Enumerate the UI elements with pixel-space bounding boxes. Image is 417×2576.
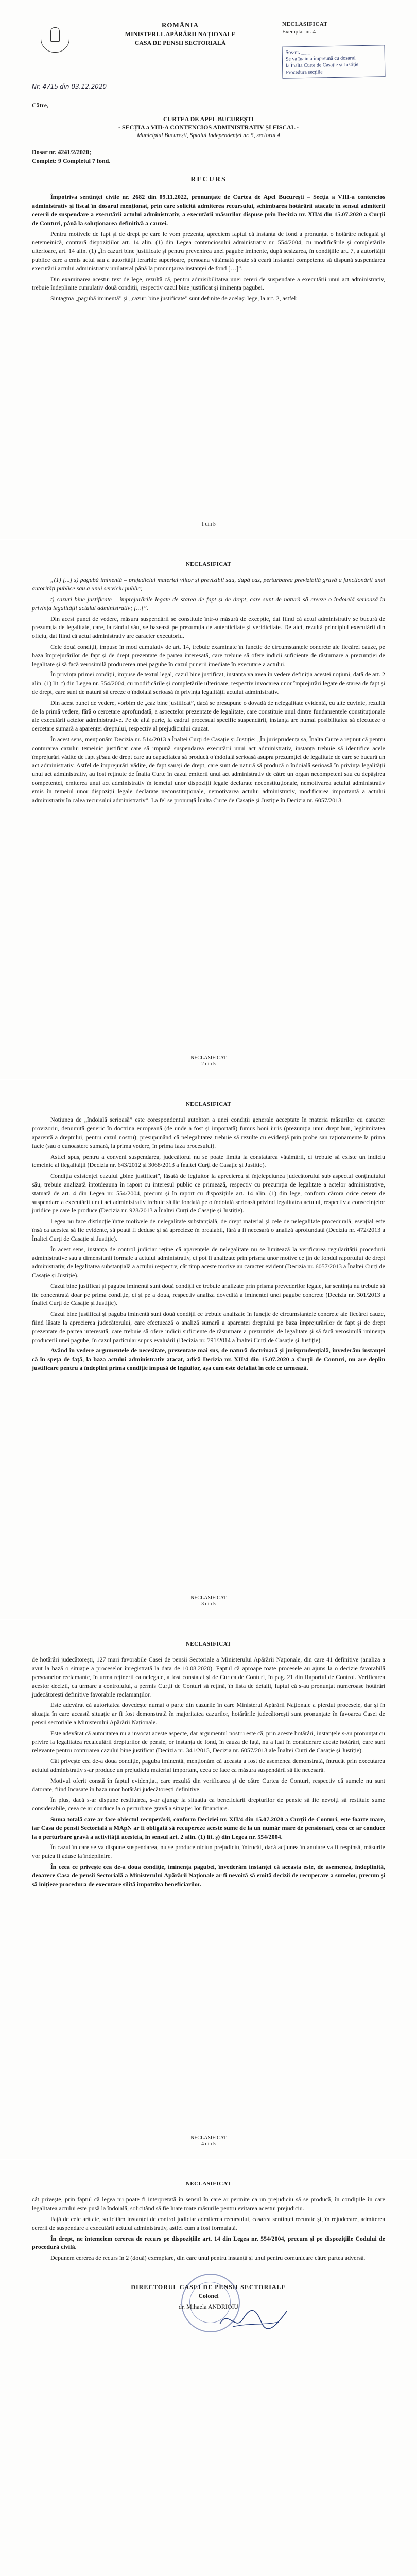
paragraph: Suma totală care ar face obiectul recuperării, conform Deciziei nr. XII/4 din 15.07.2020 a Curții de Conturi, este foarte mare, iar Casa de pensii Sectorială a MApN ar fi obligată să recupereze aceste sume de la un număr mare de pensionari, ceea ce ar conduce la o perturbare gravă a activității acesteia, în sensul art. 2 alin. (1) lit. ș) din Legea nr. 554/2004.	[32, 1815, 385, 1840]
page-footer	[0, 2135, 417, 2147]
classification-block	[282, 21, 385, 78]
crest-icon	[41, 21, 70, 53]
paragraph: Depunem cererea de recurs în 2 (două) exemplare, din care unul pentru instanță și unul pentru comunicare către partea adversă.	[50, 2254, 366, 2262]
addressee-to: Către,	[32, 101, 49, 109]
paragraph: În acest sens, instanța de control judiciar reține că aparențele de nelegalitate nu se limitează la verificarea regularității procedurii administrative sau a dimensiunii formale a actului administrativ, ci pot fi analizate prin prisma unor motive ce țin de fondul raportului de drept administrativ, de legalitatea substanțială a actului respectiv, cât timp aceste motive au caracter evident (Decizia nr. 6057/2013 a Înaltei Curți de Casație și Justiție).	[32, 1245, 385, 1279]
case-term: Complet: 9 Completul 7 fond.	[32, 157, 111, 165]
document-title: RECURS	[190, 175, 227, 183]
page-classification: NECLASIFICAT	[185, 1101, 232, 1107]
footer-page-number: 3 din 5	[201, 1601, 216, 1607]
footer-page-number: 2 din 5	[201, 1061, 216, 1067]
paragraph: În drept, ne întemeiem cererea de recurs pe dispozițiile art. 14 din Legea nr. 554/2004, precum și pe dispozițiile Codului de procedură civilă.	[32, 2234, 385, 2251]
paragraph: Din examinarea acestui text de lege, rezultă că, pentru admisibilitatea unei cereri de suspendare a executării unui act administrativ, trebuie îndeplinite cumulativ două condiții, respectiv cazul bine justificat și iminența pagubei.	[32, 275, 385, 292]
paragraph: În ceea ce privește cea de-a doua condiție, iminența pagubei, învederăm instanței că aceasta este, de asemenea, îndeplinită, deoarece Casa de pensii Sectorială a Ministerului Apărării Naționale ar fi nevoită să emită decizii de recuperare a sumelor, precum și să inițieze procedura de executare silită împotriva beneficiarilor.	[32, 1862, 385, 1888]
document-page-3	[0, 1080, 417, 1619]
paragraph: Este adevărat că autoritatea nu a invocat aceste aspecte, dar argumentul nostru este că, prin aceste hotărâri, instanțele s-au pronunțat cu privire la legalitatea recalculării drepturilor de pensie, or instanța de fond, în cauza de față, nu a luat în considerare aceste hotărâri, care sunt relevante pentru conturarea cazului bine justificat (Decizia nr. 341/2015, Decizia nr. 6057/2013 ale Înaltei Curți de Casație și Justiție).	[32, 1729, 385, 1754]
ministry-name: MINISTERUL APĂRĂRII NAȚIONALE	[125, 30, 236, 38]
reg-date: din 03.12.2020	[59, 83, 107, 90]
paragraph: Astfel spus, pentru a conveni suspendarea, judecătorul nu se poate limita la constatarea vătămării, ci trebuie să existe un indiciu temeinic al ilegalității (Decizia nr. 643/2012 și 3068/2013 a Înaltei Curți de Casație și Justiție).	[32, 1153, 385, 1169]
page-footer	[0, 1055, 417, 1067]
paragraph: Noțiunea de „îndoială serioasă” este corespondentul autohton a unei condiții generale acceptate în materia măsurilor cu caracter provizoriu, denumită generic în doctrina europeană (de unde a fost și importată) fumus boni iuris (prezumția unui drept bun, legitimitatea aparentă a dreptului, pentru cazul nostru), presupunând că nelegalitatea trebuie să rezulte cu evidență prin probe sau raționamente la prima facie (sau o cunoaștere sumară, la prima vedere, în prima faza procesului).	[32, 1116, 385, 1149]
paragraph: Sintagma „pagubă iminentă” și „cazuri bine justificate” sunt definite de același lege, la art. 2, astfel:	[50, 295, 298, 302]
reg-number: Nr. 4715	[32, 83, 58, 90]
coat-of-arms	[32, 21, 78, 55]
classification-label: NECLASIFICAT	[282, 21, 328, 27]
paragraph: În acest sens, menționăm Decizia nr. 514/2013 a Înaltei Curți de Casație și Justiție: „În jurisprudența sa, Înalta Curte a reținut că pentru conturarea cazului temeinic justificat care să impună suspendarea executării unui act administrativ, instanța trebuie să identifice acele împrejurări vădite de fapt și/sau de drept care au capacitatea să producă o îndoială serioasă asupra prezumției de legalitate de care se bucură un act administrativ. Astfel de împrejurări vădite, de fapt sau/și de drept, care sunt de natură să producă o îndoială serioasă în privința legalității unui act administrativ, au fost reținute de Înalta Curte în cazul emiterii unui act administrativ de către un organ necompetent sau cu depășirea competenței, emiterea unui act administrativ în temeiul unor dispoziții legale declarate neconstituționale, nemotivarea actului administrativ emis în temeiul unor dispoziții legale declarate neconstituționale, nemotivarea actului administrativ, modificarea importantă a actului administrativ în calea recursului administrativ”. La fel se pronunță Înalta Curte de Casație și Justiție în Decizia nr. 6057/2013.	[32, 735, 386, 804]
paragraph: Condiția existenței cazului „bine justificat”, lăsată de legiuitor la aprecierea și înțelepciunea judecătorului sub aspectul conținutului său, trebuie analizată întotdeauna în raport cu interesul public ce primează, respectiv cu prezumția de legalitate a actelor administrative, statuată de art. 4 din Legea nr. 554/2004, precum și în raport cu dispozițiile art. 14 alin. (1) din lege, conform cărora orice cerere de suspendare a executării unui act administrativ trebuie să fie fondată pe o îndoială serioasă privind legalitatea actului, respectiv a consecințelor juridice pe care le produce (Decizia nr. 928/2013 a Înaltei Curți de Casație și Justiție).	[32, 1172, 385, 1214]
document-page-2	[0, 540, 417, 1079]
stamp-line-4: Procedura secțiile	[286, 69, 323, 76]
paragraph: Este adevărat că autoritatea dovedește numai o parte din cazurile în care Ministerul Apărării Naționale a pierdut procesele, dar și în situația în care această situație ar fi fost demonstrată în majoritatea cazurilor, hotărârile judecătorești sunt pronunțate în favoarea Casei de pensii sectoriale a Ministerului Apărării Naționale.	[32, 1701, 385, 1726]
paragraph: t) cazuri bine justificate – împrejurările legate de starea de fapt și de drept, care sunt de natură să creeze o îndoială serioasă în privința legalității actului administrativ; [...]”.	[32, 595, 385, 612]
paragraph: Cazul bine justificat și paguba iminentă sunt două condiții ce trebuie analizate prin prisma prevederilor legale, iar sentința nu trebuie să fie concentrată doar pe prima condiție, ci și pe a doua, respectiv analiza dovedită a iminenței unei pagube concrete (Decizia nr. 301/2013 a Înaltei Curți de Casație și Justiție).	[32, 1282, 385, 1307]
paragraph: În cazul în care se va dispune suspendarea, nu se produce niciun prejudiciu, întrucât, dacă acțiunea în anulare va fi respinsă, măsurile vor putea fi aduse la îndeplinire.	[32, 1843, 385, 1860]
footer-classification: NECLASIFICAT	[190, 2135, 227, 2141]
institution-name: CASA DE PENSII SECTORIALĂ	[134, 39, 226, 46]
paragraph: „(1) [...] ș) pagubă iminentă – prejudiciul material viitor și previzibil sau, după caz, perturbarea previzibilă gravă a funcționării unei autorități publice sau a unui serviciu public;	[32, 576, 385, 592]
paragraph: Cazul bine justificat și paguba iminentă sunt două condiții ce trebuie analizate în funcție de circumstanțele concrete ale fiecărei cauze, fiind lăsate la aprecierea judecătorului, care efectuează o analiză sumară a aparenței dreptului pe baza împrejurărilor de fapt și de drept prezentate de partea interesată, care trebuie să ofere indicii suficiente de răsturnare a prezumției de legalitate și să facă verosimilă iminența producerii unei pagube, în cazul particular supus evaluării (Decizia nr. 791/2014 a Înaltei Curți de Casație și Justiție).	[32, 1310, 385, 1344]
stamp-line-3: la Înalta Curte de Casație și Justiție	[286, 61, 359, 69]
paragraph: Cele două condiții, impuse în mod cumulativ de art. 14, trebuie examinate în funcție de circumstanțele concrete ale fiecărei cauze, pe baza împrejurărilor de fapt și de drept prezentate de partea interesată, care trebuie să ofere indicii suficiente de răsturnare a prezumției de legalitate și să facă verosimilă producerea unei pagube în cazul punerii imediate în executare a actului.	[32, 642, 385, 668]
footer-page-number: 4 din 5	[201, 2141, 216, 2147]
case-file	[32, 148, 385, 165]
court-name: CURTEA DE APEL BUCUREȘTI	[163, 115, 254, 123]
signature-block	[32, 2283, 385, 2386]
paragraph: Cât privește cea de-a doua condiție, paguba iminentă, menționăm că aceasta a fost de asemenea demonstrată, întrucât prin executarea actului administrativ s-ar produce un prejudiciu material important, ceea ce face ca măsura suspendării să fie necesară.	[32, 1757, 385, 1773]
document-page-1	[0, 0, 417, 539]
paragraph: cât privește, prin faptul că legea nu poate fi interpretată în sensul în care ar permite ca un prejudiciu să se producă, în condițiile în care legalitatea actului este pusă la îndoială, solicitând să fie luate toate măsurile pentru evitarea acestui prejudiciu.	[32, 2196, 385, 2212]
handwritten-signature	[217, 2303, 289, 2334]
footer-page-number: 1 din 5	[201, 521, 216, 527]
paragraph: Legea nu face distincție între motivele de nelegalitate substanțială, de drept material și cele de nelegalitate procedurală, esențial este însă ca acestea să fie evidente, să poată fi deduse și să aprecieze în prealabil, fără a fi necesară o analiză aprofundată (Decizia nr. 472/2013 a Înaltei Curți de Casație și Justiție).	[32, 1217, 385, 1242]
court-address: Municipiul București, Splaiul Independenței nr. 5, sectorul 4	[136, 132, 281, 139]
footer-classification: NECLASIFICAT	[190, 1055, 227, 1061]
paragraph: Având în vedere argumentele de necesitate, prezentate mai sus, de natură doctrinară și jurisprudențială, învederăm instanței că în speța de față, la baza actului administrativ atacat, adică Decizia nr. XII/4 din 15.07.2020 a Curții de Conturi, nu are deplin justificare pentru a îndeplini prima condiție impusă de legiuitor, așa cum este detaliat în cele ce urmează.	[32, 1347, 385, 1371]
page-classification: NECLASIFICAT	[185, 1641, 232, 1647]
signatory-rank: Colonel	[198, 2292, 219, 2299]
addressee-block	[32, 101, 385, 140]
page-footer	[0, 521, 417, 528]
paragraph: În privința primei condiții, impuse de textul legal, cazul bine justificat, instanța va avea în vedere definiția acestei noțiuni, dată de art. 2 alin. (1) lit. t) din Legea nr. 554/2004, cu modificările și completările ulterioare, respectiv invocarea unor împrejurări legate de starea de fapt și de drept, care sunt de natură să creeze o îndoială serioasă în privința legalității actului administrativ.	[32, 671, 385, 696]
paragraph: Împotriva sentinței civile nr. 2682 din 09.11.2022, pronunțate de Curtea de Apel București – Secția a VIII-a contencios administrativ și fiscal în dosarul menționat, prin care solicită admiterea recursului, schimbarea hotărârii atacate în sensul admiterii cererii de suspendare a executării actului administrativ, a executării măsurilor dispuse prin Decizia nr. XII/4 din 15.07.2020 a Curții de Conturi, până la soluționarea definitivă a cauzei.	[32, 193, 385, 227]
institution-header	[78, 21, 282, 47]
paragraph: Motivul oferit constă în faptul evidențiat, care rezultă din verificarea și de către Curtea de Conturi, respectiv că sumele nu sunt datorate, fiind încasate în baza unor hotărâri judecătorești definitive.	[32, 1776, 385, 1793]
case-number: Dosar nr. 4241/2/2020;	[32, 148, 92, 156]
signatory-name: dr. Mihaela ANDRIOIU	[178, 2302, 239, 2310]
stamp-line-1: Sos-nr. __ __	[285, 49, 313, 56]
registration-number	[32, 82, 107, 91]
page-classification: NECLASIFICAT	[185, 2181, 232, 2187]
copy-number: Exemplar nr. 4	[282, 29, 316, 36]
page-classification: NECLASIFICAT	[185, 561, 232, 567]
page-footer	[0, 1595, 417, 1607]
document-page-5	[0, 2160, 417, 2576]
forwarding-stamp	[282, 45, 385, 78]
signatory-title: DIRECTORUL CASEI DE PENSII SECTORIALE	[131, 2283, 286, 2291]
footer-classification: NECLASIFICAT	[190, 1595, 227, 1601]
paragraph: Față de cele arătate, solicităm instanței de control judiciar admiterea recursului, casarea sentinței recurate și, în rejudecare, admiterea cererii de suspendare a executării actului administrativ, astfel cum a fost formulată.	[32, 2215, 385, 2231]
paragraph: În plus, dacă s-ar dispune restituirea, s-ar ajunge la situația ca beneficiarii drepturilor de pensie să fie nevoiți să restituie sume considerabile, ceea ce ar conduce la o perturbare gravă a situației lor financiare.	[32, 1796, 385, 1812]
stamp-line-2: Se va înainta împreună cu dosarul	[285, 55, 356, 62]
country-name: ROMÂNIA	[162, 21, 199, 29]
paragraph: Din acest punct de vedere, măsura suspendării se constituie într-o măsură de excepție, dat fiind că actul administrativ se bucură de prezumția de legalitate, care, la rândul său, se bazează pe prezumția de autenticitate și veridicitate. De aici, rezultă principiul executării din oficiu, dat fiind că actul administrativ are caracter executoriu.	[32, 615, 385, 640]
court-section: - SECȚIA a VIII-A CONTENCIOS ADMINISTRATIV ȘI FISCAL -	[118, 123, 299, 131]
paragraph: Pentru motivele de fapt și de drept pe care le vom prezenta, apreciem faptul că instanța de fond a pronunțat o hotărâre nelegală și netemeinică, contrară dispozițiilor art. 14 alin. (1) din Legea contenciosului administrativ nr. 554/2004, cu modificările și completările ulterioare, art. 14 alin. (1) „În cazuri bine justificate și pentru prevenirea unei pagube iminente, după sesizarea, în condițiile art. 7, a autorității publice care a emis actul sau a autorității ierarhic superioare, persoana vătămată poate să ceară instanței competente să dispună suspendarea executării actului administrativ unilateral până la pronunțarea instanței de fond […]”.	[32, 230, 385, 272]
document-page-4	[0, 1620, 417, 2159]
letterhead	[32, 21, 385, 98]
paragraph: Din acest punct de vedere, vorbim de „caz bine justificat”, dacă se presupune o dovadă de nelegalitate evidentă, cu alte cuvinte, rezultă de la primă vedere, fără o cercetare aprofundată, a aspectelor prezentate de legalitate, care constituie unul dintre fundamentele constituționale ale executării actelor administrative. Pe de altă parte, la cadrul procesual specific suspendării, instanța are numai posibilitatea să efectueze o cercetare sumară a aparenței dreptului, respectiv al prejudiciului cauzat.	[32, 699, 385, 733]
paragraph: de hotărâri judecătorești, 127 mari favorabile Casei de pensii Sectoriale a Ministerului Apărării Naționale, din care 41 definitive (analiza a avut la bază o situație a proceselor înregistrată la data de 10.08.2020). Faptul că aproape toate procesele au ajuns la o decizie favorabilă persoanelor reclamante, în urma reținerii ca nelegale, a fost constatat și de Curtea de Conturi, în pag. 21 din Raportul de Control. Verificarea acestor decizii, ca urmare a controlului, a permis Curții de Conturi să rețină, în lista de detalii, faptul că s-au pronunțat numeroase hotărâri judecătorești definitive favorabile reclamanților.	[32, 1656, 385, 1698]
